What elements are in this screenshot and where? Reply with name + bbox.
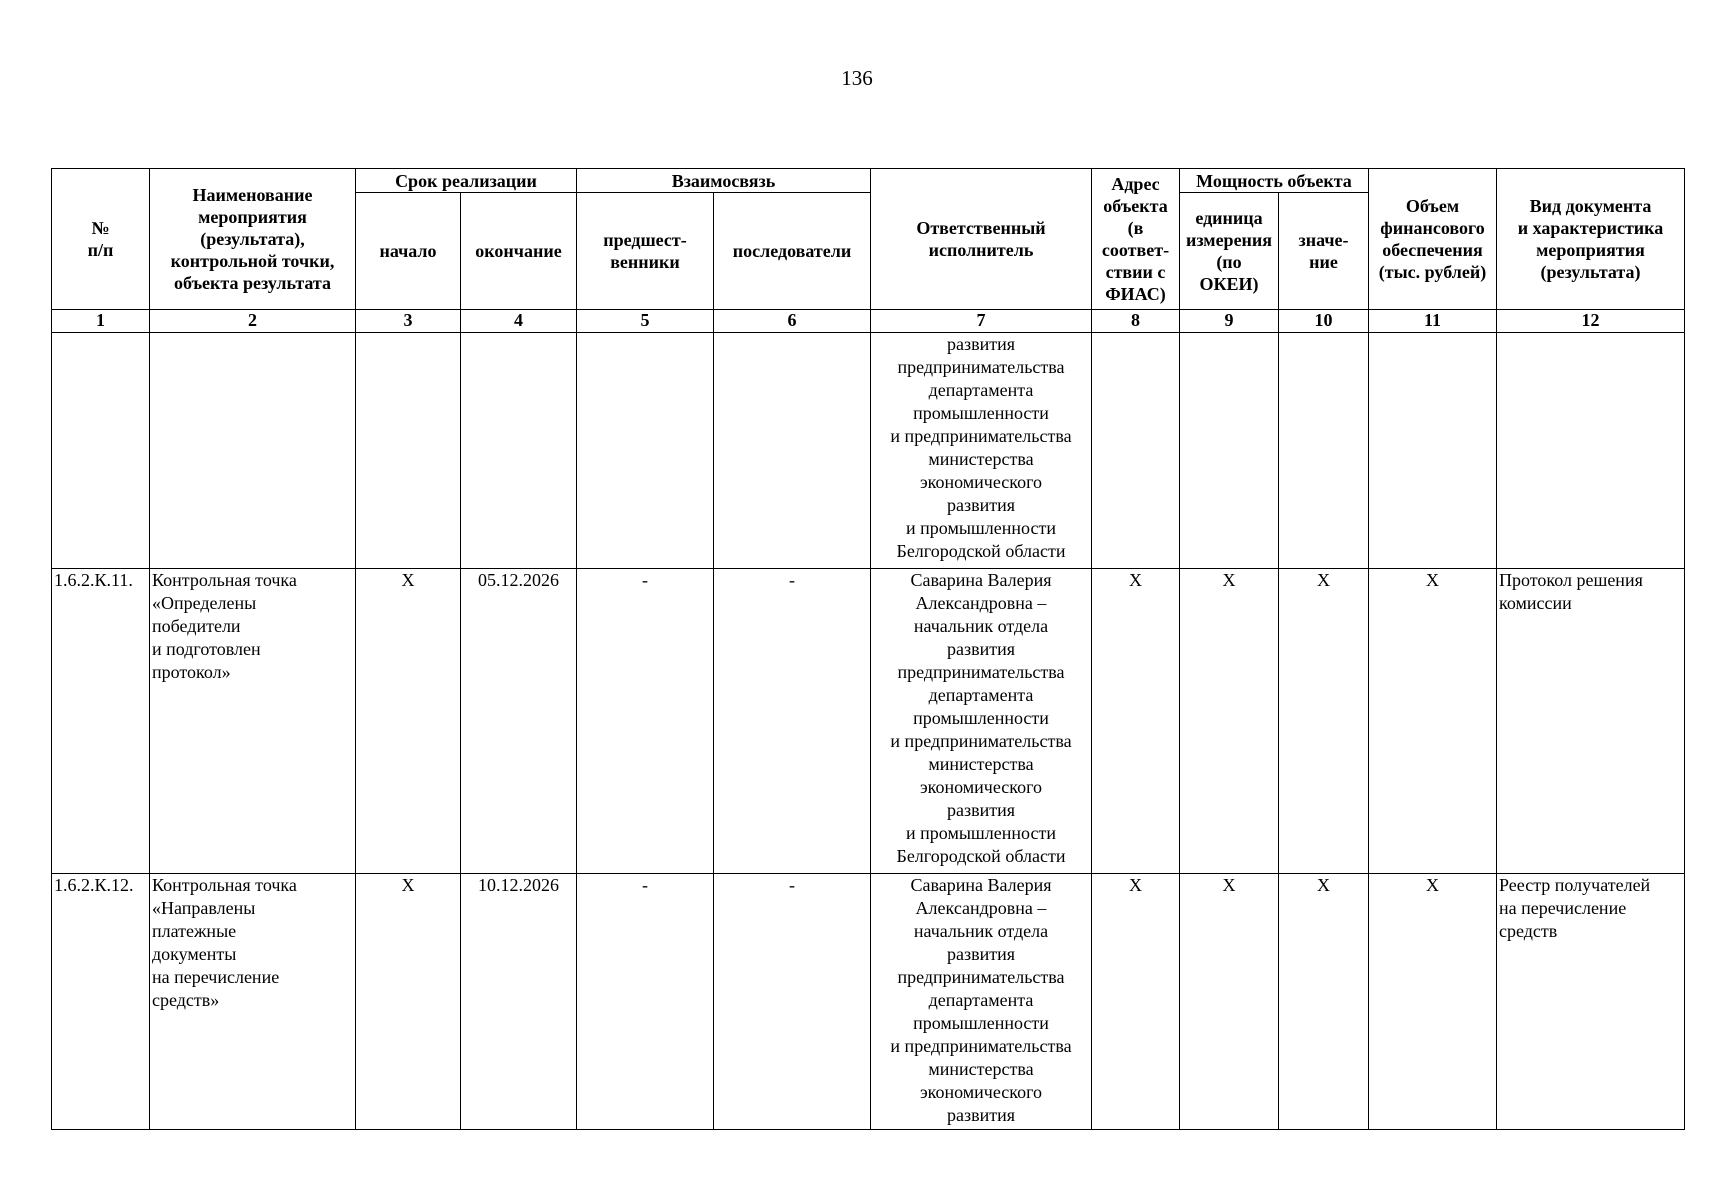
row-prev [577,333,714,569]
header-responsible: Ответственный исполнитель [871,169,1092,310]
column-number: 2 [150,310,356,333]
header-name: Наименование мероприятия (результата), контрольной точки, объекта результата [150,169,356,310]
row-name: Контрольная точка «Направлены платежные документы на перечисление средств» [150,874,356,1130]
row-finance: X [1369,874,1497,1130]
column-number: 6 [714,310,871,333]
header-finance: Объем финансового обеспечения (тыс. рублей) [1369,169,1497,310]
row-name: Контрольная точка «Определены победители и подготовлен протокол» [150,569,356,874]
header-term-group: Срок реализации [356,169,577,193]
row-value: X [1279,874,1369,1130]
row-unit: X [1180,874,1279,1130]
row-doc: Протокол решения комиссии [1497,569,1685,874]
row-doc: Реестр получателей на перечисление средств [1497,874,1685,1130]
header-term-start: начало [356,193,461,310]
row-address: X [1092,569,1180,874]
row-address: X [1092,874,1180,1130]
row-end: 10.12.2026 [461,874,577,1130]
column-number: 1 [52,310,150,333]
column-number: 3 [356,310,461,333]
column-number: 8 [1092,310,1180,333]
row-finance: X [1369,569,1497,874]
row-responsible: Саварина Валерия Александровна – начальник отдела развития предпринимательства департамента промышленности и предпринимательства министерства экономического развития и промышленности Белгородской области [871,569,1092,874]
row-next [714,333,871,569]
row-number: 1.6.2.К.12. [52,874,150,1130]
column-number: 11 [1369,310,1497,333]
row-end [461,333,577,569]
row-finance [1369,333,1497,569]
row-end: 05.12.2026 [461,569,577,874]
row-address [1092,333,1180,569]
row-next: - [714,569,871,874]
row-start [356,333,461,569]
table-row [52,333,1685,569]
row-responsible: развития предпринимательства департамента промышленности и предпринимательства министерства экономического развития и промышленности Белгородской области [871,333,1092,569]
table-row [52,569,1685,874]
row-value [1279,333,1369,569]
row-name [150,333,356,569]
row-unit [1180,333,1279,569]
row-responsible: Саварина Валерия Александровна – начальник отдела развития предпринимательства департамента промышленности и предпринимательства министерства экономического развития [871,874,1092,1130]
row-start: X [356,569,461,874]
column-number: 10 [1279,310,1369,333]
plan-table [51,168,1685,1130]
header-address: Адрес объекта (в соответ- ствии с ФИАС) [1092,169,1180,310]
header-doc: Вид документа и характеристика мероприятия (результата) [1497,169,1685,310]
row-next: - [714,874,871,1130]
column-number: 12 [1497,310,1685,333]
row-number [52,333,150,569]
row-prev: - [577,569,714,874]
header-link-next: последователи [714,193,871,310]
row-unit: X [1180,569,1279,874]
header-capacity-unit: единица измерения (по ОКЕИ) [1180,193,1279,310]
header-number: № п/п [52,169,150,310]
header-capacity-group: Мощность объекта [1180,169,1369,193]
row-prev: - [577,874,714,1130]
header-term-end: окончание [461,193,577,310]
row-number: 1.6.2.К.11. [52,569,150,874]
column-number: 4 [461,310,577,333]
column-number: 9 [1180,310,1279,333]
table-row [52,874,1685,1130]
header-link-group: Взаимосвязь [577,169,871,193]
page-number: 136 [841,66,873,90]
row-doc [1497,333,1685,569]
row-start: X [356,874,461,1130]
column-number: 7 [871,310,1092,333]
column-number: 5 [577,310,714,333]
row-value: X [1279,569,1369,874]
header-capacity-value: значе- ние [1279,193,1369,310]
header-link-prev: предшест- венники [577,193,714,310]
